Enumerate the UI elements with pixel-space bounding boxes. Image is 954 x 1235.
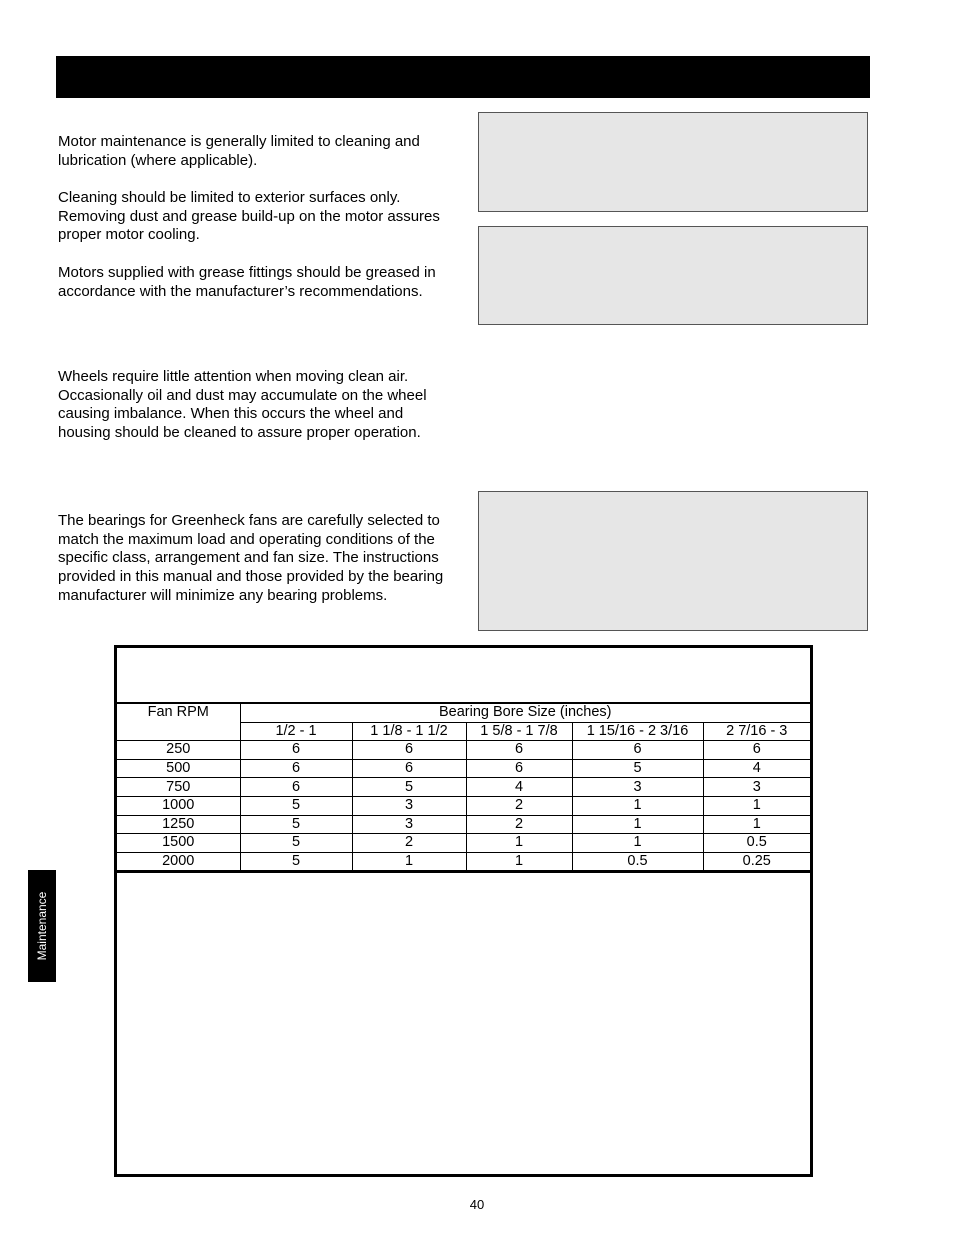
side-tab-label: Maintenance xyxy=(35,891,49,961)
motor-paragraph-3: Motors supplied with grease fittings should be greased in accordance with the manufacturer’s recommendations. xyxy=(58,264,436,300)
rpm-cell: 500 xyxy=(117,759,240,778)
interval-cell: 4 xyxy=(703,759,810,778)
interval-cell: 1 xyxy=(572,796,703,815)
fan-rpm-header: Fan RPM xyxy=(117,703,240,741)
interval-cell: 6 xyxy=(466,741,572,760)
interval-cell: 1 xyxy=(572,815,703,834)
interval-cell: 6 xyxy=(703,741,810,760)
interval-cell: 1 xyxy=(352,852,466,872)
interval-cell: 2 xyxy=(352,834,466,853)
table-row xyxy=(117,834,810,853)
interval-cell: 5 xyxy=(240,796,352,815)
interval-cell: 5 xyxy=(240,815,352,834)
interval-cell: 6 xyxy=(352,759,466,778)
bore-size-column-header: 2 7/16 - 3 xyxy=(703,722,810,741)
motor-paragraph-1: Motor maintenance is generally limited to cleaning and lubrication (where applicable). xyxy=(58,133,420,169)
rpm-cell: 1250 xyxy=(117,815,240,834)
table-row xyxy=(117,796,810,815)
interval-cell: 6 xyxy=(572,741,703,760)
interval-cell: 6 xyxy=(240,741,352,760)
bearings-paragraph: The bearings for Greenheck fans are carefully selected to match the maximum load and operating conditions of the specific class, arrangement and fan size. The instructions provided in this manual and those provided by the bearing manufacturer will minimize any bearing problems. xyxy=(58,512,444,604)
interval-cell: 5 xyxy=(572,759,703,778)
interval-cell: 1 xyxy=(703,796,810,815)
motor-paragraph-2: Cleaning should be limited to exterior surfaces only. Removing dust and grease build-up on the motor assures proper motor cooling. xyxy=(58,189,440,244)
table-row xyxy=(117,852,810,872)
interval-cell: 2 xyxy=(466,815,572,834)
interval-cell: 6 xyxy=(466,759,572,778)
rpm-cell: 1500 xyxy=(117,834,240,853)
bore-size-column-header: 1/2 - 1 xyxy=(240,722,352,741)
section-header-bar xyxy=(56,56,870,98)
interval-cell: 0.5 xyxy=(572,852,703,872)
table-row xyxy=(117,759,810,778)
note-box-3 xyxy=(478,491,868,631)
table-row xyxy=(117,778,810,797)
rpm-cell: 250 xyxy=(117,741,240,760)
bore-size-column-header: 1 15/16 - 2 3/16 xyxy=(572,722,703,741)
interval-cell: 1 xyxy=(572,834,703,853)
wheel-paragraph: Wheels require little attention when moving clean air. Occasionally oil and dust may accumulate on the wheel causing imbalance. When this occurs the wheel and housing should be cleaned to assure proper operation. xyxy=(58,368,427,442)
interval-cell: 0.25 xyxy=(703,852,810,872)
interval-cell: 1 xyxy=(703,815,810,834)
interval-cell: 2 xyxy=(466,796,572,815)
rpm-cell: 1000 xyxy=(117,796,240,815)
table-header-row xyxy=(117,703,810,722)
interval-cell: 5 xyxy=(240,852,352,872)
lubrication-interval-table xyxy=(117,702,810,873)
interval-cell: 5 xyxy=(352,778,466,797)
note-box-1 xyxy=(478,112,868,212)
interval-cell: 6 xyxy=(352,741,466,760)
interval-cell: 6 xyxy=(240,759,352,778)
interval-cell: 1 xyxy=(466,852,572,872)
bore-size-header: Bearing Bore Size (inches) xyxy=(240,703,810,722)
table-row xyxy=(117,741,810,760)
interval-cell: 4 xyxy=(466,778,572,797)
interval-cell: 1 xyxy=(466,834,572,853)
interval-cell: 3 xyxy=(352,796,466,815)
interval-cell: 5 xyxy=(240,834,352,853)
interval-cell: 3 xyxy=(572,778,703,797)
rpm-cell: 2000 xyxy=(117,852,240,872)
bore-size-column-header: 1 5/8 - 1 7/8 xyxy=(466,722,572,741)
interval-cell: 0.5 xyxy=(703,834,810,853)
section-side-tab xyxy=(28,870,56,982)
rpm-cell: 750 xyxy=(117,778,240,797)
interval-cell: 3 xyxy=(352,815,466,834)
lubrication-table-panel xyxy=(114,645,813,1177)
interval-cell: 3 xyxy=(703,778,810,797)
bore-size-column-header: 1 1/8 - 1 1/2 xyxy=(352,722,466,741)
interval-cell: 6 xyxy=(240,778,352,797)
table-row xyxy=(117,815,810,834)
note-box-2 xyxy=(478,226,868,325)
page-number: 40 xyxy=(469,1197,485,1212)
